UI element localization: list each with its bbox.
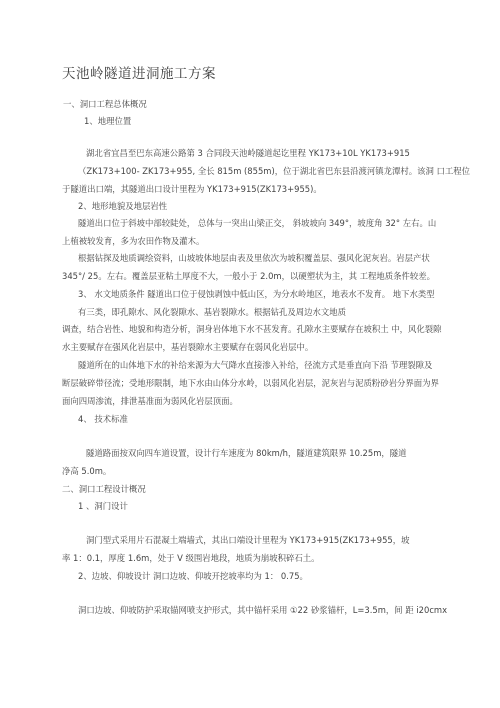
text-line: 1 、洞门设计	[78, 501, 128, 511]
text-line: 2、边坡、仰坡设计 洞口边坡、仰坡开挖坡率均为 1： 0.75。	[78, 571, 308, 581]
text-line: 4、 技术标准	[78, 414, 128, 424]
text-line: 断层破碎带径流；受地形限制，地下水由山体分水岭，以弱风化岩层，泥灰岩与泥质粉砂岩分界面为界	[62, 378, 439, 388]
text-line: 于隧道出口端，其隧道出口设计里程为 YK173+915(ZK173+955)。	[62, 184, 322, 194]
text-line: 2、地形地貌及地层岩性	[78, 201, 168, 211]
text-line: （ZK173+100- ZK173+955, 全长 815m (855m)，位于湖北省巴东县沿渡河镇龙潭村。该洞 口工程位	[78, 166, 470, 176]
text-line: 湖北省宜昌至巴东高速公路第 3 合同段天池岭隧道起讫里程 YK173+10L YK173+915	[86, 148, 410, 158]
text-line: 率 1：0.1，厚度 1.6m，处于 V 级围岩地段，地质为崩坡积碎石土。	[62, 553, 320, 563]
text-line: 3、 水文地质条件 隧道出口位于侵蚀剥蚀中低山区，为分水岭地区，地表水不发育。 地下水类型	[78, 289, 435, 299]
text-line: 345°/ 25。左右。覆盖层亚粘土厚度不大，一般小于 2.0m，以硬塑状为主，其 工程地质条件较差。	[62, 271, 435, 281]
text-line: 净高 5.0m。	[62, 466, 112, 476]
text-line: 洞门型式采用片石混凝土端墙式，其出口端设计里程为 YK173+915(ZK173+955，坡	[86, 535, 410, 545]
text-line: 二、洞口工程设计概况	[62, 484, 146, 494]
text-line: 调查，结合岩性、地貌和构造分析，洞身岩体地下水不甚发育。孔隙水主要赋存在坡积土 中，风化裂隙	[62, 324, 442, 334]
text-line: 隧道所在的山体地下水的补给来源为大气降水直接渗入补给，径流方式是垂直向下沿 节理裂隙及	[78, 360, 433, 370]
text-line: 上植被较发育，多为农田作物及灌木。	[62, 236, 205, 246]
text-line: 面向四周渗流，排泄基准面为弱风化岩层顶面。	[62, 396, 238, 406]
text-line: 隧道出口位于斜坡中部较陡处， 总体与一突出山梁正交， 斜坡坡向 349°，坡度角 32° 左右。山	[78, 218, 437, 228]
text-line: 根据钻探及地质调绘资料，山坡坡体地层由表及里依次为坡积覆盖层、强风化泥灰岩。岩层产状	[78, 253, 430, 263]
document-title: 天池岭隧道进洞施工方案	[62, 66, 216, 82]
text-line: 一、洞口工程总体概况	[63, 99, 147, 109]
text-line: 有三类，即孔隙水、风化裂隙水、基岩裂隙水。根据钻孔及周边水文地质	[78, 307, 346, 317]
text-line: 1、地理位置	[84, 116, 132, 126]
text-line: 隧道路面按双向四车道设置，设计行车速度为 80km/h，隧道建筑限界 10.25m，隧道	[86, 448, 407, 458]
text-line: 洞口边坡、仰坡防护采取锚网喷支护形式，其中锚杆采用 ①22 砂浆锚杆，L=3.5m，间 距 i20cmx	[78, 605, 448, 615]
text-line: 水主要赋存在强风化岩层中，基岩裂隙水主要赋存在弱风化岩层中。	[62, 342, 314, 352]
